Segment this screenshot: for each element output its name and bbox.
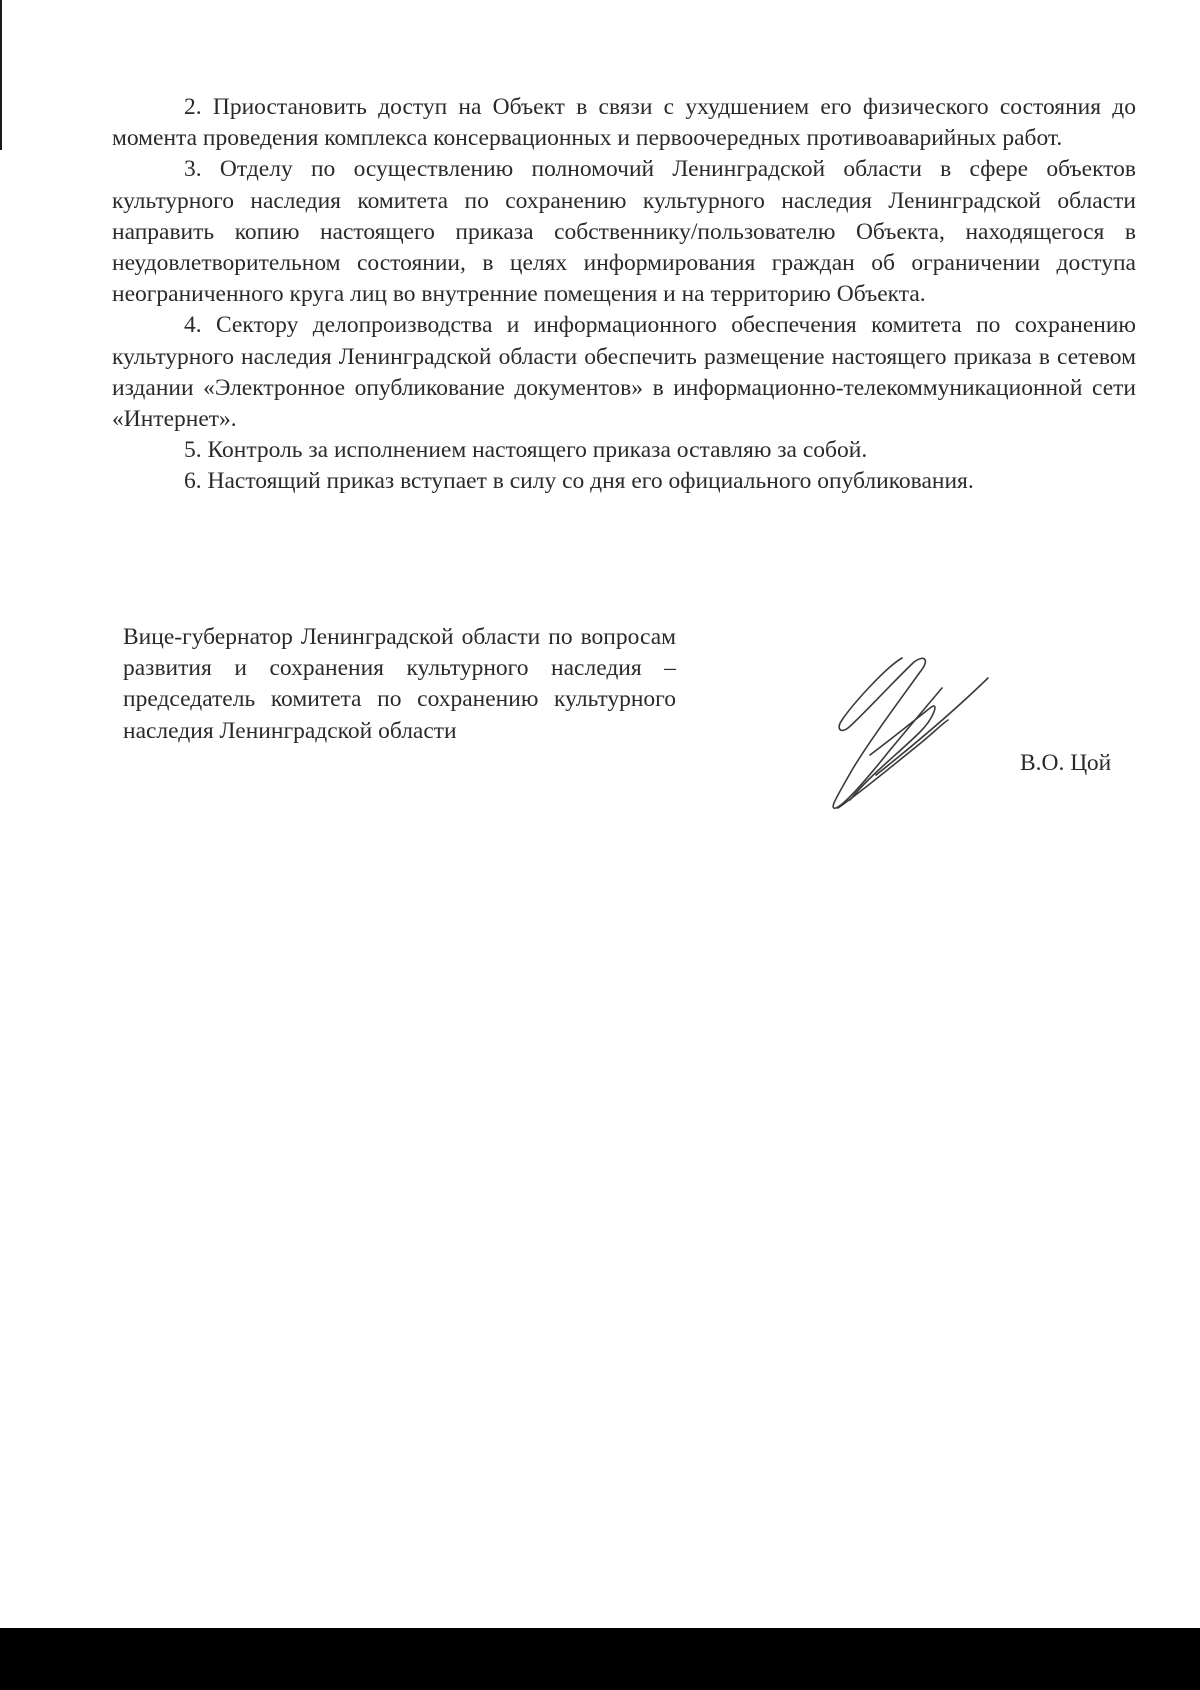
signer-title: Вице-губернатор Ленинградской области по вопросам развития и сохранения культурного наследия – председатель комитета по сохранению культурного наследия Ленинградской области bbox=[123, 624, 676, 744]
handwritten-signature bbox=[830, 650, 1020, 820]
paragraph-3: 3. Отделу по осуществлению полномочий Ленинградской области в сфере объектов культурного наследия комитета по сохранению культурного наследия Ленинградской области направить копию настоящего приказа собственнику/пользователю Объекта, находящегося в неудовлетворительном состоянии, в целях информирования граждан об ограничении доступа неограниченного круга лиц во внутренние помещения и на территорию Объекта. bbox=[112, 156, 1136, 308]
paragraph-4: 4. Сектору делопроизводства и информационного обеспечения комитета по сохранению культурного наследия Ленинградской области обеспечить размещение настоящего приказа в сетевом издании «Электронное опубликование документов» в информационно-телекоммуникационной сети «Интернет». bbox=[112, 312, 1136, 433]
document-body bbox=[112, 92, 1136, 498]
scan-edge-mark bbox=[0, 0, 2, 150]
paragraph-6: 6. Настоящий приказ вступает в силу со дня его официального опубликования. bbox=[184, 468, 974, 495]
paragraph-2: 2. Приостановить доступ на Объект в связи с ухудшением его физического состояния до момента проведения комплекса консервационных и первоочередных противоаварийных работ. bbox=[112, 94, 1136, 152]
scan-bottom-band bbox=[0, 1628, 1200, 1690]
signer-name: В.О. Цой bbox=[1020, 750, 1112, 776]
paragraph-5: 5. Контроль за исполнением настоящего приказа оставляю за собой. bbox=[184, 437, 868, 464]
